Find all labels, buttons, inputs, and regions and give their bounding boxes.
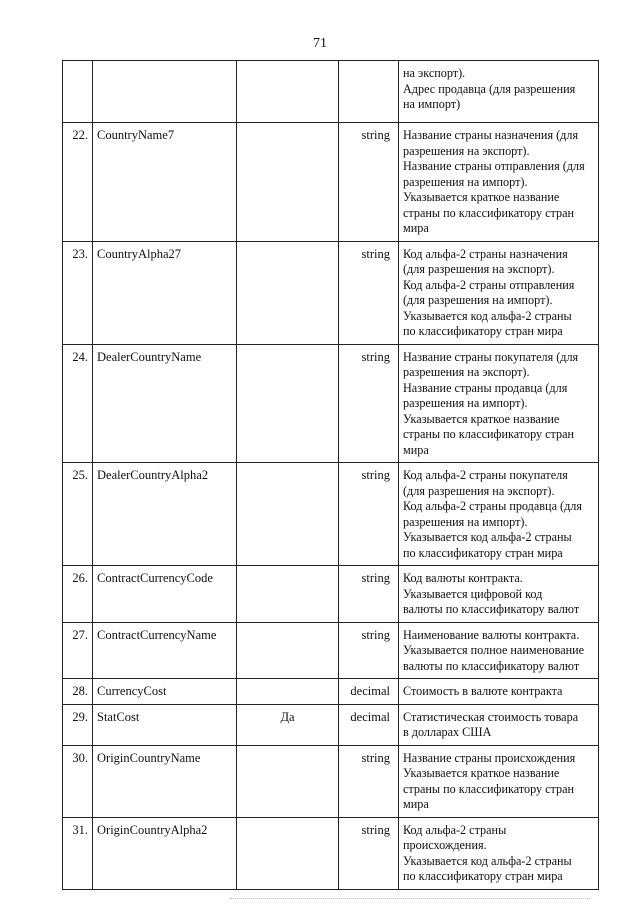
description-line: происхождения. bbox=[403, 838, 487, 852]
description-cell bbox=[399, 704, 599, 745]
table-row bbox=[63, 463, 599, 566]
description-line: Название страны назначения (для bbox=[403, 128, 579, 142]
description-cell bbox=[399, 123, 599, 242]
row-number-cell: 29. bbox=[63, 704, 93, 745]
description-cell bbox=[399, 566, 599, 623]
data-type-cell: string bbox=[339, 123, 399, 242]
table-row bbox=[63, 622, 599, 679]
description-line: Название страны покупателя (для bbox=[403, 349, 579, 364]
field-name-cell: ContractCurrencyName bbox=[93, 622, 237, 679]
field-name-cell: DealerCountryName bbox=[93, 344, 237, 463]
table-row bbox=[63, 745, 599, 817]
data-type-cell: decimal bbox=[339, 704, 399, 745]
data-type-cell: string bbox=[339, 745, 399, 817]
description-line: страны по классификатору стран bbox=[403, 427, 575, 441]
table-row bbox=[63, 344, 599, 463]
required-cell bbox=[237, 566, 339, 623]
description-line: по классификатору стран мира bbox=[403, 324, 563, 338]
required-cell: Да bbox=[237, 704, 339, 745]
row-number-cell: 30. bbox=[63, 745, 93, 817]
description-line: Указывается краткое название bbox=[403, 766, 560, 780]
required-cell bbox=[237, 817, 339, 889]
description-cell bbox=[399, 817, 599, 889]
description-line: мира bbox=[403, 797, 429, 811]
data-type-cell: string bbox=[339, 817, 399, 889]
field-name-cell: OriginCountryAlpha2 bbox=[93, 817, 237, 889]
description-line: Код альфа-2 страны покупателя bbox=[403, 468, 568, 482]
required-cell bbox=[237, 679, 339, 705]
description-line: мира bbox=[403, 442, 429, 457]
description-line: страны по классификатору стран bbox=[403, 205, 575, 220]
description-line: (для разрешения на экспорт). bbox=[403, 262, 555, 276]
row-number-cell bbox=[63, 61, 93, 123]
row-number-cell: 22. bbox=[63, 123, 93, 242]
data-type-cell bbox=[339, 61, 399, 123]
table-body bbox=[63, 61, 599, 890]
description-line: Код альфа-2 страны назначения bbox=[403, 246, 568, 261]
row-number-cell: 25. bbox=[63, 463, 93, 566]
description-line: валюты по классификатору валют bbox=[403, 658, 580, 673]
required-cell bbox=[237, 622, 339, 679]
table-row bbox=[63, 566, 599, 623]
description-line: Код альфа-2 страны продавца (для bbox=[403, 499, 582, 513]
description-line: разрешения на импорт). bbox=[403, 514, 528, 529]
description-cell bbox=[399, 61, 599, 123]
required-cell bbox=[237, 61, 339, 123]
description-line: Указывается краткое название bbox=[403, 190, 560, 204]
field-name-cell: ContractCurrencyCode bbox=[93, 566, 237, 623]
field-name-cell bbox=[93, 61, 237, 123]
description-line: Название страны происхождения bbox=[403, 750, 576, 765]
row-number-cell: 31. bbox=[63, 817, 93, 889]
description-line: Название страны отправления (для bbox=[403, 159, 585, 173]
table-row bbox=[63, 123, 599, 242]
description-line: Код валюты контракта. bbox=[403, 571, 523, 585]
description-line: Указывается код альфа-2 страны bbox=[403, 530, 572, 544]
field-name-cell: CountryName7 bbox=[93, 123, 237, 242]
description-line: Код альфа-2 страны отправления bbox=[403, 277, 575, 292]
description-line: Адрес продавца (для разрешения bbox=[403, 81, 576, 96]
table-row bbox=[63, 817, 599, 889]
data-type-cell: string bbox=[339, 241, 399, 344]
description-line: Стоимость в валюте контракта bbox=[403, 684, 563, 698]
row-number-cell: 27. bbox=[63, 622, 93, 679]
description-cell bbox=[399, 344, 599, 463]
required-cell bbox=[237, 463, 339, 566]
description-cell bbox=[399, 745, 599, 817]
table-row bbox=[63, 61, 599, 123]
row-number-cell: 24. bbox=[63, 344, 93, 463]
description-line: Указывается краткое название bbox=[403, 411, 560, 426]
field-name-cell: CurrencyCost bbox=[93, 679, 237, 705]
required-cell bbox=[237, 241, 339, 344]
description-line: страны по классификатору стран bbox=[403, 781, 575, 796]
description-line: мира bbox=[403, 221, 429, 235]
required-cell bbox=[237, 344, 339, 463]
table-row bbox=[63, 679, 599, 705]
description-line: в долларах США bbox=[403, 725, 492, 739]
field-name-cell: CountryAlpha27 bbox=[93, 241, 237, 344]
description-cell bbox=[399, 679, 599, 705]
description-cell bbox=[399, 241, 599, 344]
row-number-cell: 26. bbox=[63, 566, 93, 623]
description-line: разрешения на импорт). bbox=[403, 174, 528, 189]
description-line: Название страны продавца (для bbox=[403, 380, 568, 395]
row-number-cell: 23. bbox=[63, 241, 93, 344]
field-name-cell: OriginCountryName bbox=[93, 745, 237, 817]
data-type-cell: string bbox=[339, 344, 399, 463]
field-specification-table bbox=[62, 60, 599, 890]
description-line: на экспорт). bbox=[403, 66, 466, 80]
description-line: Код альфа-2 страны bbox=[403, 822, 507, 837]
description-cell bbox=[399, 463, 599, 566]
description-line: (для разрешения на экспорт). bbox=[403, 483, 555, 498]
description-line: Указывается код альфа-2 страны bbox=[403, 853, 572, 868]
data-type-cell: string bbox=[339, 622, 399, 679]
description-line: разрешения на импорт). bbox=[403, 396, 528, 410]
field-name-cell: DealerCountryAlpha2 bbox=[93, 463, 237, 566]
description-line: на импорт) bbox=[403, 97, 461, 111]
row-number-cell: 28. bbox=[63, 679, 93, 705]
required-cell bbox=[237, 745, 339, 817]
description-line: Указывается полное наименование bbox=[403, 643, 585, 657]
data-type-cell: string bbox=[339, 463, 399, 566]
description-line: по классификатору стран мира bbox=[403, 545, 563, 560]
description-cell bbox=[399, 622, 599, 679]
description-line: по классификатору стран мира bbox=[403, 869, 563, 883]
description-line: валюты по классификатору валют bbox=[403, 602, 580, 616]
description-line: разрешения на экспорт). bbox=[403, 143, 530, 158]
description-line: (для разрешения на импорт). bbox=[403, 293, 553, 307]
page-bottom-rule bbox=[230, 898, 590, 899]
description-line: Указывается код альфа-2 страны bbox=[403, 308, 572, 323]
data-type-cell: decimal bbox=[339, 679, 399, 705]
description-line: Наименование валюты контракта. bbox=[403, 627, 580, 642]
required-cell bbox=[237, 123, 339, 242]
page-number: 71 bbox=[313, 36, 327, 51]
table-row bbox=[63, 704, 599, 745]
description-line: разрешения на экспорт). bbox=[403, 365, 530, 379]
table-row bbox=[63, 241, 599, 344]
field-name-cell: StatCost bbox=[93, 704, 237, 745]
description-line: Указывается цифровой код bbox=[403, 586, 543, 601]
description-line: Статистическая стоимость товара bbox=[403, 709, 579, 724]
data-type-cell: string bbox=[339, 566, 399, 623]
